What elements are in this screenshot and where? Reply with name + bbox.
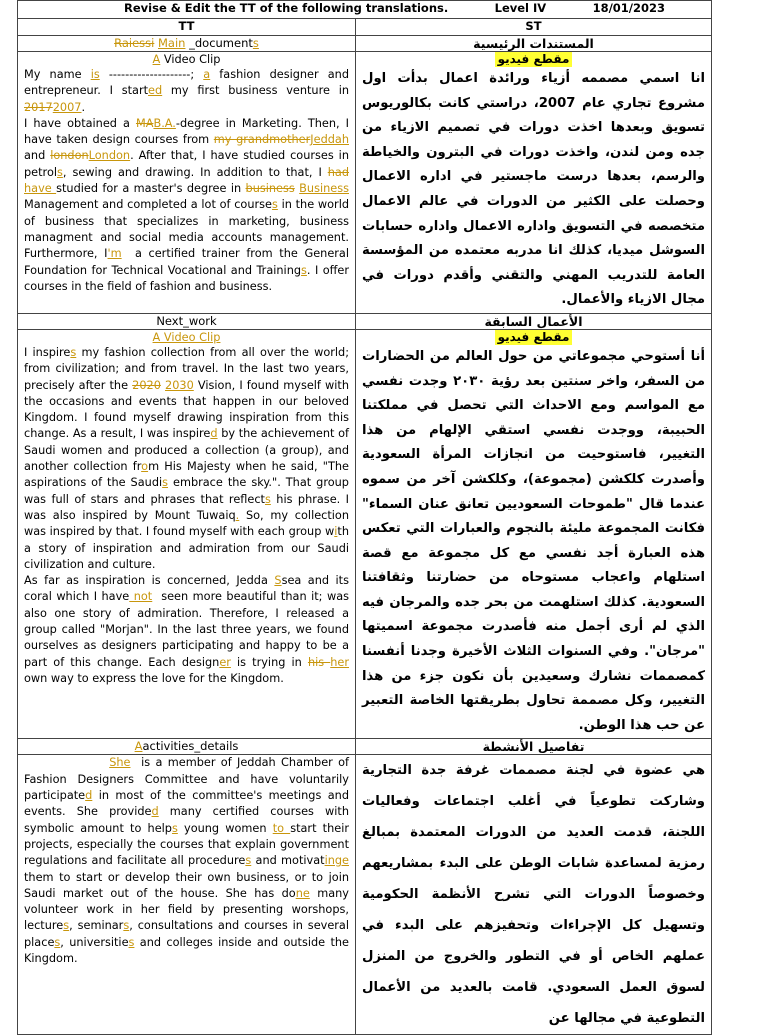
video-clip-label: A Video Clip — [152, 330, 221, 344]
section-1-body-row — [18, 52, 712, 314]
section-1-st-body — [356, 52, 712, 314]
section-1-tt-body — [18, 52, 356, 314]
section-3-tt-body — [18, 755, 356, 1035]
section-3-st-body — [356, 755, 712, 1035]
section-3-st-title: تفاصيل الأنشطة — [356, 739, 712, 755]
section-3-body-row — [18, 755, 712, 1035]
section-1-heading-row — [18, 36, 712, 52]
video-clip-label: A Video Clip — [152, 53, 221, 66]
section-2-tt-text: I inspires my fashion collection from all over the world; from civilization; and from travel. In the last two years, precisely after the 2020 2030 Vision, I found myself with the occasions and events that happen in our beloved Kingdom. I found myself drawing inspiration from this change. As a result, I was inspired by the achievement of Saudi women and produced a collection (a group), and another collection from His Majesty when he said, "The aspirations of the Saudis embrace the sky.". That group was full of stars and phrases that reflects his phrase. I was also inspired by Mount Tuwaiq. So, my collection was inspired by that. I found myself with each group with a story of inspiration and admiration from our Saudi civilization and culture. As far as inspiration is concerned, Jedda Ssea and its coral which I have not seen more beautiful than it; was also one story of admiration. Therefore, I released a group called "Morjan". In the last three years, we found ourselves as designers participating and happy to be a part of this change. Each designer is trying in his her own way to express the love for the Kingdom. — [24, 345, 350, 685]
video-clip-label-ar: مقطع فيديو — [495, 52, 573, 67]
column-header-row — [18, 19, 712, 36]
section-2-st-text: أنا أستوحي مجموعاتي من حول العالم من الحضارات من السفر، واخر سنتين بعد رؤية ٢٠٣٠ وجدت نفسي مع المواسم ومع الاحداث التي تحصل في مملكتنا الحبيبة، ووجدت نفسي استقي الإلهام من هذا التغيير، فاستوحيت من انجازات المرأة السعودية وأصدرت كلكشن (مجموعة)، وكلكشن آخر من سموه عندما قال "طموحات السعوديين تعانق عنان السماء" فكانت المجموعة مليئة بالنجوم والعبارات التي تعكس هذه العبارة أجد نفسي مع كل مجموعة مع قصة استلهام واعجاب مستوحاه من حضارتنا وثقافتنا السعودية. كذلك استلهمت من بحر جده والمرجان فيه الذي لم أرى أجمل منه فأصدرت مجموعة اسميتها "مرجان". وفي السنوات الثلاث الأخيرة وجدنا أنفسنا كمصممات نشارك وسعيدين بأن نكون جزء من هذا التغيير، وكل مصممة تحاول بطريقتها الخاصة التعبير عن حب هذا الوطن. — [362, 348, 705, 733]
document-page — [17, 0, 711, 1027]
section-2-st-body — [356, 329, 712, 739]
section-1-tt-text: My name is --------------------; a fashion designer and entrepreneur. I started my first business venture in 20172007. I have obtained a MAB.A.-degree in Marketing. Then, I have taken design courses from my grandmotherJeddah and londonLondon. After that, I have studied courses in petrols, sewing and drawing. In addition to that, I had have studied for a master's degree in business Business Management and completed a lot of courses in the world of business that specializes in marketing, business managment and social media accounts management. Furthermore, I'm a certified trainer from the General Foundation for Technical Vocational and Trainings. I offer courses in the field of fashion and business. — [24, 68, 349, 293]
section-1-st-text: انا اسمي مصممه أزياء ورائدة اعمال بدأت اول مشروع تجاري عام 2007، دراستي كانت بكالوريوس تسويق وبعدها اخذت دورات في تصميم الازياء من جده ومن لندن، واخذت دورات في البترون والخياطة والرسم، بعدها درست ماجستير في اداره الاعمال وحصلت على الكثير من الدورات في عالم الاعمال متخصصه في التسويق واداره الاعمال واداره حسابات السوشل ميديا، كذلك انا مدربه معتمده من المؤسسة العامة للتدريب المهني والتقني وأقدم دورات في مجال الازياء والأعمال. — [362, 71, 705, 308]
translation-table — [17, 0, 712, 1035]
section-3-tt-text: She is a member of Jeddah Chamber of Fashion Designers Committee and have voluntarily participated in most of the committee's meetings and events. She provided many certified courses with symbolic amount to helps young women to start their projects, especially the courses that explain government regulations and facilitate all procedures and motivatinge them to start or develop their own business, or to join Saudi market out of the house. She has done many volunteer work in her field by presenting worshops, lectures, seminars, consultations and courses in several places, universities and colleges inside and outside the Kingdom. — [24, 756, 350, 965]
section-3-tt-title: Aactivities_details — [18, 739, 356, 755]
section-2-tt-title: Next_work — [18, 313, 356, 329]
section-3-heading-row — [18, 739, 712, 755]
column-header-st: ST — [356, 19, 712, 36]
section-1-tt-title: Raiessi Main _documents — [18, 36, 356, 52]
section-2-tt-body — [18, 329, 356, 739]
column-header-tt: TT — [18, 19, 356, 36]
level-label: Level IV — [494, 1, 547, 15]
section-2-heading-row — [18, 313, 712, 329]
section-1-st-title: المستندات الرئيسية — [356, 36, 712, 52]
header-row — [18, 1, 712, 19]
video-clip-label-ar: مقطع فيديو — [495, 330, 573, 345]
date-label: 18/01/2023 — [592, 1, 665, 15]
section-2-st-title: الأعمال السابقة — [356, 313, 712, 329]
document-title: Revise & Edit the TT of the following translations. — [124, 1, 449, 15]
section-2-body-row — [18, 329, 712, 739]
section-3-st-text: هي عضوة في لجنة مصممات غرفة جدة التجارية وشاركت تطوعياً في أغلب اجتماعات وفعاليات اللجنة، قدمت العديد من الدورات المعتمدة بمبالغ رمزية لمساعدة شابات الوطن على البدء بمشاريعهم وخصوصاً الدورات التي تشرح الأنظمة الحكومية وتسهيل كل الإجراءات وتحفيزهم على البدء في عملهم الخاص أو في التطور والخروج من المنزل لسوق العمل السعودي. قامت بالعديد من الأعمال التطوعية في مجالها عن — [362, 763, 705, 1027]
